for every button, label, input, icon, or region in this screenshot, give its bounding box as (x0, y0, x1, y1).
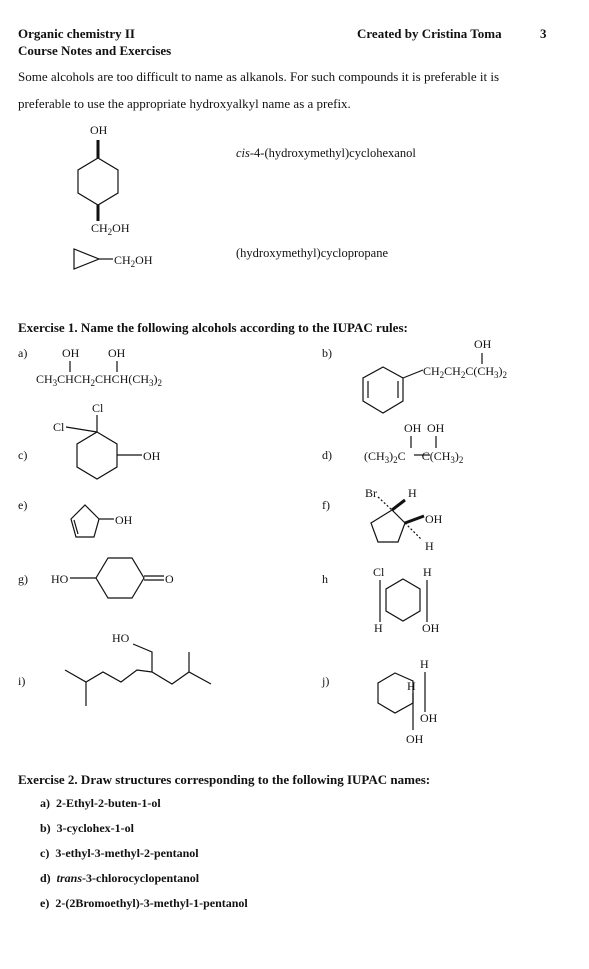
d-oh-1: OH (404, 421, 422, 435)
exercise-1-title: Exercise 1. Name the following alcohols according to the IUPAC rules: (18, 320, 408, 335)
structure-example-2 (74, 249, 153, 269)
f-br-hashbond (378, 497, 392, 510)
label-i: i) (18, 674, 26, 688)
structure-a (36, 346, 162, 388)
g-o: O (165, 572, 174, 586)
h-cyclohexane-ring (386, 579, 420, 621)
j-oh-2: OH (406, 732, 424, 746)
ex2-ch2oh-label: $CH_2OH$ (114, 253, 153, 269)
f-h-top: H (408, 486, 417, 500)
exercise-2-item: c) 3-ethyl-3-methyl-2-pentanol (40, 846, 199, 860)
ex1-oh-label: OH (90, 123, 108, 137)
i-carbon-chain (65, 670, 211, 684)
f-oh: OH (425, 512, 443, 526)
j-oh-1: OH (420, 711, 438, 725)
structure-g (51, 558, 174, 598)
a-oh-2: OH (108, 346, 126, 360)
d-oh-2: OH (427, 421, 445, 435)
h-h-top: H (423, 565, 432, 579)
c-cl-top: Cl (92, 401, 104, 415)
structure-f (365, 486, 443, 553)
b-formula: $CH_2CH_2C(CH_3)_2$ (423, 364, 508, 380)
structure-i (65, 631, 211, 706)
g-ho: HO (51, 572, 69, 586)
e-cyclopentene-ring (71, 505, 99, 537)
d-formula: $(CH_3)_2C$ $C(CH_3)_2$ (364, 449, 464, 465)
e-oh: OH (115, 513, 133, 527)
course-title: Organic chemistry II (18, 26, 135, 41)
label-f: f) (322, 498, 330, 512)
h-oh: OH (422, 621, 440, 635)
example-2-name: (hydroxymethyl)cyclopropane (236, 246, 389, 260)
j-cyclohexane-ring (378, 673, 413, 713)
label-a: a) (18, 346, 28, 360)
structure-c (53, 401, 161, 479)
ex2-cyclopropane-ring (74, 249, 99, 269)
page-number: 3 (540, 26, 547, 41)
ex1-ch2oh-label: $CH_2OH$ (91, 221, 130, 237)
f-h-bottom: H (425, 539, 434, 553)
exercise-2-item: a) 2-Ethyl-2-buten-1-ol (40, 796, 161, 810)
exercise-2-item: e) 2-(2Bromoethyl)-3-methyl-1-pentanol (40, 896, 248, 910)
h-h-bottom: H (374, 621, 383, 635)
structure-e (71, 505, 133, 537)
i-oh-chain (133, 644, 152, 672)
a-oh-1: OH (62, 346, 80, 360)
exercise-2-title: Exercise 2. Draw structures corresponding to the following IUPAC names: (18, 772, 431, 787)
label-j: j) (322, 674, 330, 688)
b-side-bond (403, 370, 423, 378)
c-cl-left-bond (66, 427, 97, 432)
h-cl: Cl (373, 565, 385, 579)
j-h-mid: H (407, 679, 416, 693)
b-benzene-ring (363, 367, 403, 413)
label-h: h (322, 572, 328, 586)
exercise-2-item: b) 3-cyclohex-1-ol (40, 821, 134, 835)
f-h-wedge (392, 500, 405, 510)
f-cyclopentane-ring (371, 510, 405, 542)
g-cyclohexane-ring (96, 558, 144, 598)
c-oh: OH (143, 449, 161, 463)
c-cyclohexane-ring (77, 432, 117, 479)
example-1-name-italic: cis (236, 146, 250, 160)
structure-example-1 (78, 123, 130, 237)
label-b: b) (322, 346, 332, 360)
structure-d (364, 421, 463, 465)
label-g: g) (18, 572, 28, 586)
intro-line-2: preferable to use the appropriate hydroxyalkyl name as a prefix. (18, 96, 351, 111)
label-e: e) (18, 498, 28, 512)
f-oh-wedge (405, 516, 424, 523)
j-h-top: H (420, 657, 429, 671)
b-oh: OH (474, 337, 492, 351)
exercise-2-item: d) trans-3-chlorocyclopentanol (40, 871, 200, 885)
c-cl-left: Cl (53, 420, 65, 434)
exercise-2-list (40, 796, 248, 921)
label-d: d) (322, 448, 332, 462)
intro-line-1: Some alcohols are too difficult to name as alkanols. For such compounds it is preferable it is (18, 69, 500, 84)
structure-j (378, 657, 438, 746)
structure-h (373, 565, 440, 635)
i-ho: HO (112, 631, 130, 645)
f-br: Br (365, 486, 377, 500)
f-h-hashbond (405, 523, 422, 540)
label-c: c) (18, 448, 28, 462)
course-subtitle: Course Notes and Exercises (18, 43, 172, 58)
a-formula: $CH_3CHCH_2CHCH(CH_3)_2$ (36, 372, 163, 388)
ex1-cyclohexane-ring (78, 158, 118, 205)
example-1-name-rest: -4-(hydroxymethyl)cyclohexanol (249, 146, 416, 160)
structure-b (363, 337, 507, 413)
author: Created by Cristina Toma (357, 26, 502, 41)
